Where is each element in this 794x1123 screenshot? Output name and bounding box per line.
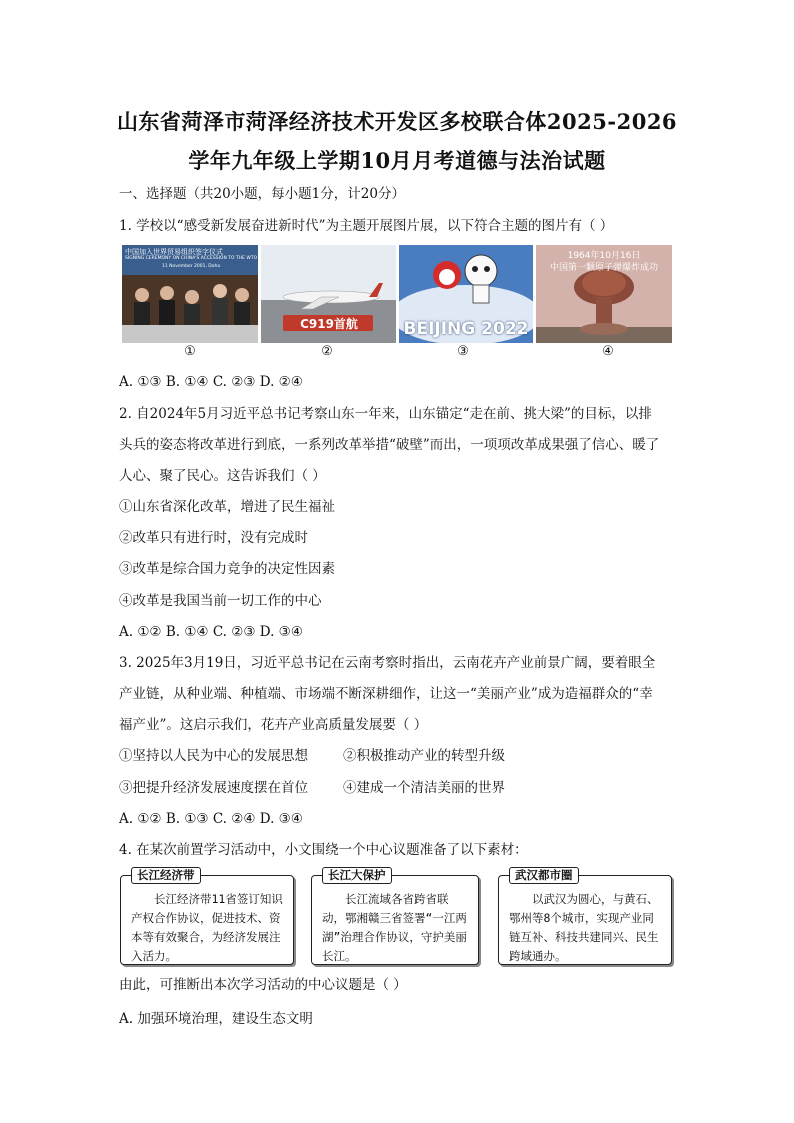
- question-2-item: ②改革只有进行时，没有完成时: [119, 530, 308, 546]
- photo-wto-signing: [122, 245, 258, 343]
- exam-title-line2: 学年九年级上学期10月月考道德与法治试题: [188, 148, 606, 173]
- image-caption-3: ③: [457, 344, 469, 359]
- card-title: 武汉都市圈: [509, 867, 579, 884]
- image-caption-4: ④: [602, 344, 614, 359]
- photo-c919: [261, 245, 396, 343]
- beijing-2022-label: BEIJING 2022: [403, 319, 529, 339]
- c919-label: C919首航: [300, 317, 358, 331]
- question-2-line2: 头兵的姿态将改革进行到底，一系列改革举措“破壁”而出，一项项改革成果强了信心、暖了: [119, 437, 660, 453]
- wto-caption-cn: 中国加入世界贸易组织签字仪式: [125, 248, 223, 256]
- image-caption-2: ②: [321, 344, 333, 359]
- question-3-line3: 福产业”。这启示我们，花卉产业高质量发展要（ ）: [119, 717, 428, 733]
- section-heading: 一、选择题（共20小题，每小题1分，计20分）: [119, 186, 405, 202]
- question-4-conclusion: 由此，可推断出本次学习活动的中心议题是（ ）: [119, 977, 407, 993]
- question-2-line3: 人心、聚了民心。这告诉我们（ ）: [119, 468, 326, 484]
- wto-caption-date: 11 November 2001, Doha: [162, 264, 221, 269]
- material-card-yangtze-economic-belt: [120, 868, 294, 965]
- wto-caption-en: SIGNING CEREMONY ON CHINA'S ACCESSION TO THE WTO: [125, 256, 258, 261]
- image-caption-1: ①: [184, 344, 196, 359]
- question-2-line1: 2. 自2024年5月习近平总书记考察山东一年来，山东锚定“走在前、挑大梁”的目标，以排: [119, 406, 652, 422]
- question-4-option-a: A. 加强环境治理，建设生态文明: [119, 1011, 313, 1027]
- material-card-yangtze-protection: [311, 868, 479, 965]
- question-4-stem: 4. 在某次前置学习活动中，小文围绕一个中心议题准备了以下素材：: [119, 842, 528, 858]
- question-3-item-2: ②积极推动产业的转型升级: [343, 748, 505, 764]
- question-3-line1: 3. 2025年3月19日，习近平总书记在云南考察时指出，云南花卉产业前景广阔，要着眼全: [119, 655, 656, 671]
- material-card-wuhan-metro: [498, 868, 672, 965]
- question-2-options: A. ①② B. ①④ C. ②③ D. ③④: [119, 624, 303, 640]
- photo-beijing-2022: [399, 245, 533, 343]
- question-2-item: ④改革是我国当前一切工作的中心: [119, 593, 322, 609]
- photo-atomic-test: [536, 245, 672, 343]
- card-body: 长江流域各省跨省联动，鄂湘赣三省签署“一江两湖”治理合作协议，守护美丽长江。: [322, 892, 467, 963]
- question-3-options: A. ①② B. ①③ C. ②④ D. ③④: [119, 811, 303, 827]
- card-title: 长江经济带: [131, 867, 201, 884]
- atomic-caption-label: 中国第一颗原子弹爆炸成功: [549, 263, 658, 273]
- question-1-options: A. ①③ B. ①④ C. ②③ D. ②④: [119, 374, 303, 390]
- card-title: 长江大保护: [322, 867, 392, 884]
- question-2-item: ①山东省深化改革，增进了民生福祉: [119, 499, 335, 515]
- card-body: 以武汉为圆心，与黄石、鄂州等8个城市，实现产业同链互补、科技共建同兴、民生跨域通办。: [509, 892, 659, 963]
- question-3-item-3: ③把提升经济发展速度摆在首位: [119, 780, 308, 796]
- question-3-item-4: ④建成一个清洁美丽的世界: [343, 780, 505, 796]
- question-3-line2: 产业链，从种业端、种植端、市场端不断深耕细作，让这一“美丽产业”成为造福群众的“幸: [119, 686, 653, 702]
- card-body: 长江经济带11省签订知识产权合作协议，促进技术、资本等有效聚合，为经济发展注入活力。: [131, 892, 283, 963]
- question-3-item-1: ①坚持以人民为中心的发展思想: [119, 748, 308, 764]
- exam-title-line1: 山东省菏泽市菏泽经济技术开发区多校联合体2025-2026: [116, 109, 678, 134]
- question-1-stem: 1. 学校以“感受新发展奋进新时代”为主题开展图片展，以下符合主题的图片有（ ）: [119, 218, 614, 234]
- question-2-item: ③改革是综合国力竞争的决定性因素: [119, 561, 335, 577]
- atomic-date-label: 1964年10月16日: [567, 251, 641, 261]
